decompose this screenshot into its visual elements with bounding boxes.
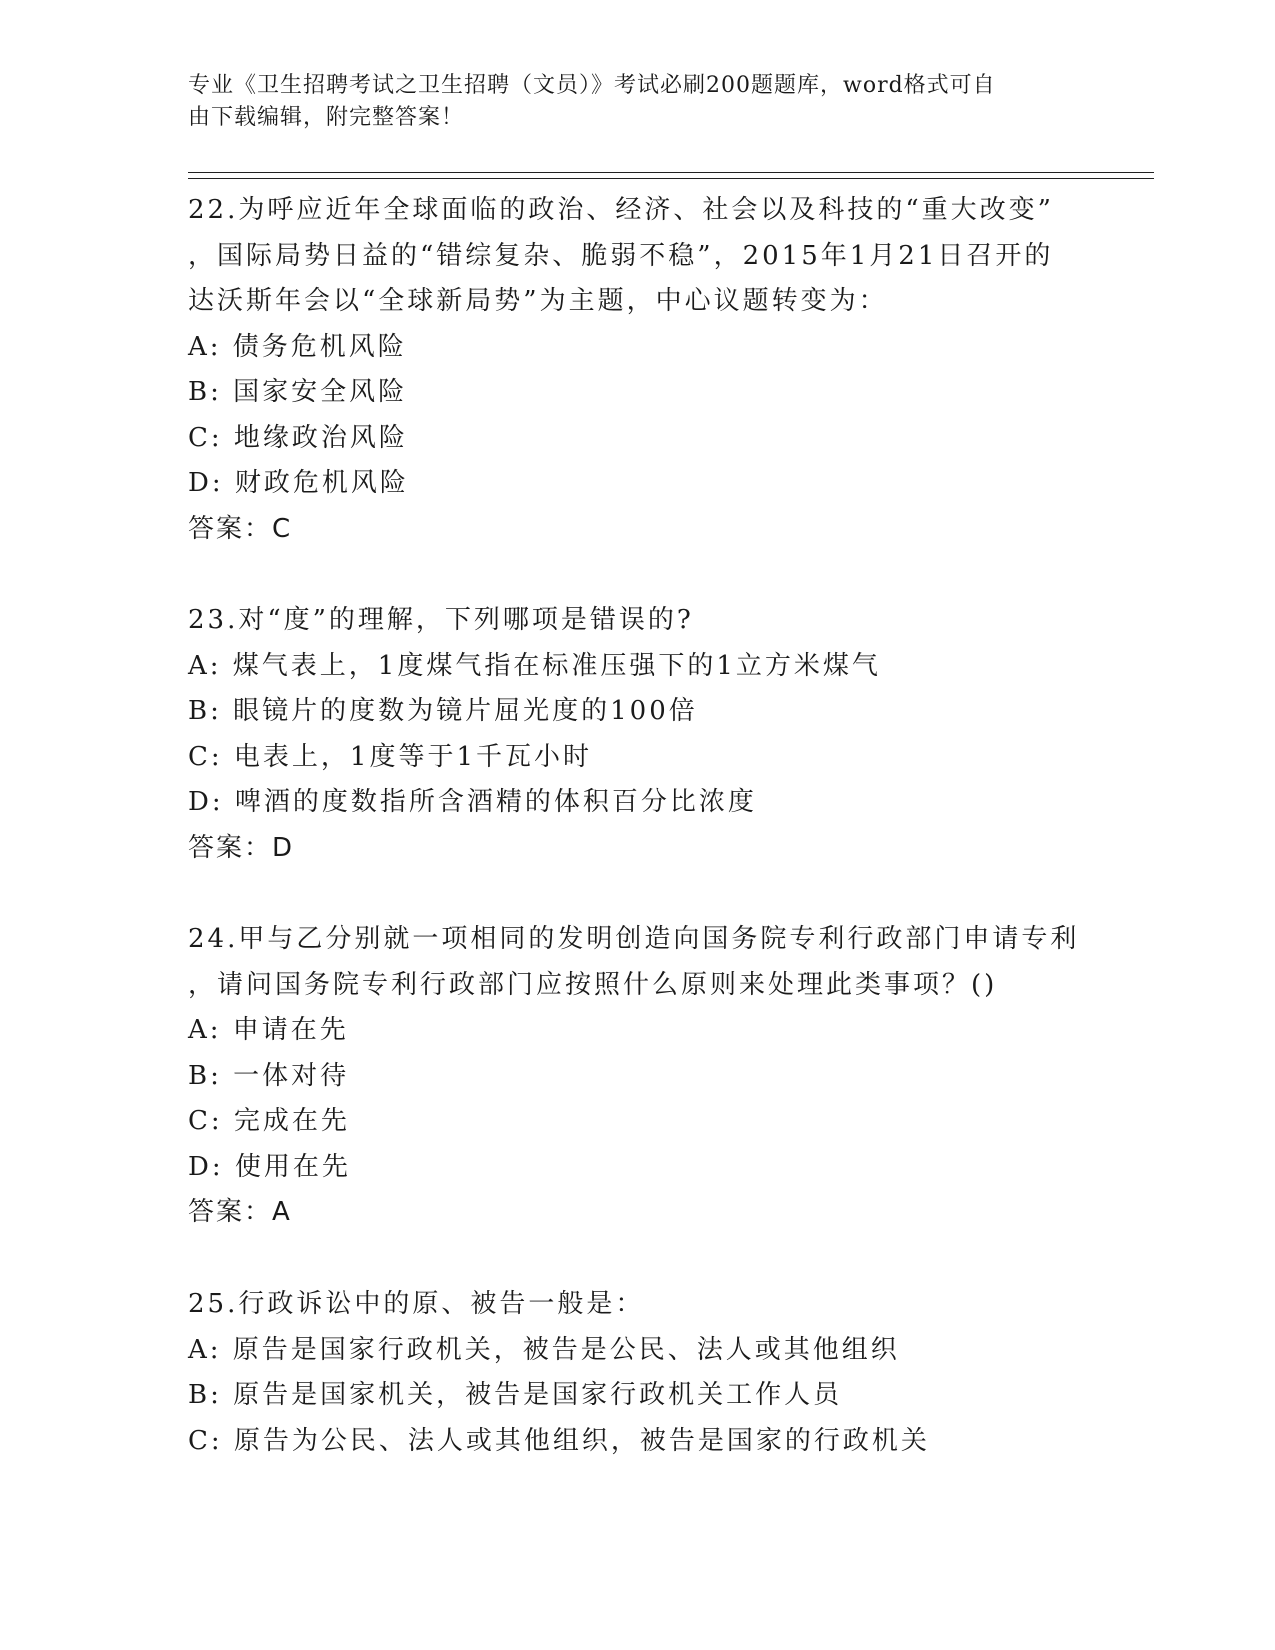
question-stem-line: ，国际局势日益的“错综复杂、脆弱不稳”，2015年1月21日召开的 <box>188 240 1054 271</box>
option-c: C: 原告为公民、法人或其他组织，被告是国家的行政机关 <box>188 1425 930 1456</box>
document-header <box>188 70 1088 134</box>
option-d: D: 财政危机风险 <box>188 468 409 498</box>
option-a: A: 煤气表上，1度煤气指在标准压强下的1立方米煤气 <box>188 650 881 681</box>
option-c: C: 电表上，1度等于1千瓦小时 <box>188 741 593 772</box>
question-stem-line: 达沃斯年会以“全球新局势”为主题，中心议题转变为： <box>188 286 888 316</box>
answer-line: 答案：D <box>188 832 295 863</box>
question-25 <box>188 1282 1088 1464</box>
question-stem-line: 25.行政诉讼中的原、被告一般是： <box>188 1289 645 1319</box>
option-b: B: 国家安全风险 <box>188 377 408 407</box>
question-stem-line: 23.对“度”的理解，下列哪项是错误的? <box>188 605 694 635</box>
question-stem-line: ，请问国务院专利行政部门应按照什么原则来处理此类事项？() <box>188 969 998 1000</box>
option-b: B: 眼镜片的度数为镜片屈光度的100倍 <box>188 696 698 726</box>
question-stem-line: 22.为呼应近年全球面临的政治、经济、社会以及科技的“重大改变” <box>188 195 1054 225</box>
option-d: D: 使用在先 <box>188 1151 351 1182</box>
header-divider-bottom <box>188 178 1154 179</box>
answer-line: 答案：A <box>188 1197 292 1227</box>
option-b: B: 原告是国家机关，被告是国家行政机关工作人员 <box>188 1380 843 1410</box>
answer-line: 答案：C <box>188 513 293 544</box>
header-line-1: 专业《卫生招聘考试之卫生招聘（文员）》考试必刷200题题库，word格式可自 <box>188 73 996 98</box>
question-22 <box>188 188 1088 552</box>
question-23 <box>188 598 1088 871</box>
option-c: C: 完成在先 <box>188 1106 350 1136</box>
option-c: C: 地缘政治风险 <box>188 422 408 453</box>
question-stem-line: 24.甲与乙分别就一项相同的发明创造向国务院专利行政部门申请专利 <box>188 924 1080 954</box>
option-d: D: 啤酒的度数指所含酒精的体积百分比浓度 <box>188 787 757 817</box>
option-b: B: 一体对待 <box>188 1060 350 1091</box>
header-divider-top <box>188 172 1154 173</box>
option-a: A: 原告是国家行政机关，被告是公民、法人或其他组织 <box>188 1334 900 1365</box>
option-a: A: 债务危机风险 <box>188 331 407 362</box>
question-24 <box>188 917 1088 1236</box>
header-line-2: 由下载编辑，附完整答案！ <box>188 105 465 130</box>
option-a: A: 申请在先 <box>188 1015 349 1045</box>
